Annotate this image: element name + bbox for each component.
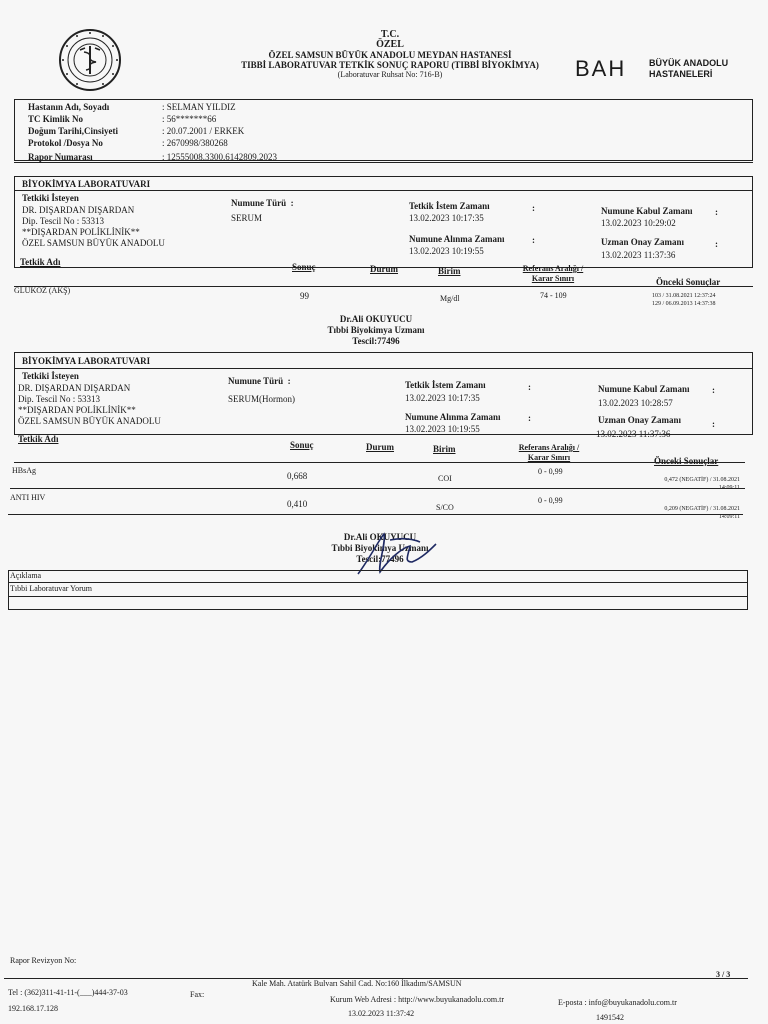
test-reference: 74 - 109 [540,291,567,300]
section2-accept-time-label: Numune Kabul Zamanı [598,384,690,394]
section2-collect-time: 13.02.2023 10:19:55 [405,424,480,434]
notes-box [8,570,748,610]
patient-name: : SELMAN YILDIZ [162,102,236,112]
section2-sample-type: SERUM(Hormon) [228,394,295,404]
birth-date-gender: : 20.07.2001 / ERKEK [162,126,245,136]
section2-sample-type-label: Numune Türü : [228,376,291,386]
col-status: Durum [366,442,395,452]
section1-request-colon: : [532,203,535,213]
section2-requester [18,383,161,427]
section1-sample-type: SERUM [231,213,263,223]
col-test-name: Tetkik Adı [18,434,59,444]
section1-title-divider [14,190,753,191]
test-reference: 0 - 0,99 [538,496,563,505]
notes-divider [8,596,748,597]
lab-comment-label: Tıbbi Laboratuvar Yorum [10,584,92,593]
table1-header-divider [14,286,753,287]
col-status: Durum [370,264,399,274]
requester-line: **DIŞARDAN POLİKLİNİK** [18,405,136,415]
col-unit: Birim [433,444,456,454]
website: Kurum Web Adresi : http://www.buyukanadolu.com.tr [330,995,504,1004]
description-label: Açıklama [10,571,42,580]
email: E-posta : info@buyukanadolu.com.tr [558,998,677,1007]
doctor-reg: Tescil:77496 [352,336,400,346]
section2-collect-time-label: Numune Alınma Zamanı [405,412,501,422]
section2-request-time-label: Tetkik İstem Zamanı [405,380,486,390]
requester-line: ÖZEL SAMSUN BÜYÜK ANADOLU [22,238,165,248]
requester-line: ÖZEL SAMSUN BÜYÜK ANADOLU [18,416,161,426]
test-result: 0,410 [287,499,308,509]
table2-bottom [8,514,743,515]
section1-accept-time: 13.02.2023 10:29:02 [601,218,676,228]
test-name: ANTI HIV [10,493,46,502]
requester-line: **DIŞARDAN POLİKLİNİK** [22,227,140,237]
hospital-name: ÖZEL SAMSUN BÜYÜK ANADOLU MEYDAN HASTANESİ [268,50,512,60]
section2-approve-time-label: Uzman Onay Zamanı [598,415,682,425]
doctor-title: Tıbbi Biyokimya Uzmanı [327,325,425,335]
test-name: HBsAg [12,466,37,475]
document-number: 1491542 [596,1013,624,1022]
patient-labels [28,101,118,163]
col-unit: Birim [438,266,461,276]
test-result: 99 [300,291,309,301]
section1-collect-colon: : [532,235,535,245]
section2-accept-colon: : [712,385,715,395]
license-no: (Laboratuvar Ruhsat No: 716-B) [337,70,443,79]
report-no: : 12555008.3300.6142809.2023 [162,152,278,162]
patient-box [14,99,753,161]
doctor-signature-block [296,314,456,347]
section1-request-time-label: Tetkik İstem Zamanı [409,201,490,211]
revision-no-label: Rapor Revizyon No: [10,956,77,965]
test-name: GLUKOZ (AKŞ) [14,286,71,295]
ministry-seal [58,28,122,92]
header-block [200,30,580,80]
tc-label: TC Kimlik No [28,114,84,124]
phone: Tel : (362)311-41-11-(___)444-37-03 [8,988,128,997]
header-tc: T.C. [380,29,400,40]
protocol-no: : 2670998/380268 [162,138,228,148]
previous-results: 103 / 31.08.2021 12:37:24 129 / 06.09.2013 14:37:38 [652,293,716,307]
doctor-name: Dr.Ali OKUYUCU [343,532,417,542]
doctor-name: Dr.Ali OKUYUCU [339,314,413,324]
section1-requester-label: Tetkiki İsteyen [22,193,79,203]
doctor-reg: Tescil:77496 [356,554,404,564]
section2-requester-label: Tetkiki İsteyen [22,371,79,381]
section1-accept-time-label: Numune Kabul Zamanı [601,206,693,216]
section2-collect-colon: : [528,413,531,423]
previous-results: 0,209 (NEGATİF) / 31.08.2021 14:09:11 [664,506,740,520]
test-reference: 0 - 0,99 [538,467,563,476]
report-title: TIBBİ LABORATUVAR TETKİK SONUÇ RAPORU (TIBBİ BİYOKİMYA) [241,60,539,70]
col-previous: Önceki Sonuçlar [656,277,721,287]
section1-requester [22,205,165,249]
header-ozel: ÖZEL [376,39,404,50]
test-unit: Mg/dl [440,294,460,303]
table2-header-divider [14,462,745,463]
patient-divider [14,162,753,163]
patient-name-label: Hastanın Adı, Soyadı [28,102,110,112]
requester-line: Dip. Tescil No : 53313 [18,394,100,404]
section1-accept-colon: : [715,207,718,217]
print-datetime: 13.02.2023 11:37:42 [348,1009,415,1018]
fax: Fax: [190,990,205,999]
section2-approve-colon: : [712,419,715,429]
col-reference: Referans Aralığı / Karar Sınırı [518,443,580,462]
section1-approve-time: 13.02.2023 11:37:36 [601,250,676,260]
section1-approve-time-label: Uzman Onay Zamanı [601,237,685,247]
section1-collect-time: 13.02.2023 10:19:55 [409,246,484,256]
col-result: Sonuç [292,262,316,272]
patient-values [162,101,277,163]
test-unit: S/CO [436,503,454,512]
section2-request-time: 13.02.2023 10:17:35 [405,393,480,403]
requester-line: Dip. Tescil No : 53313 [22,216,104,226]
page-number: 3 / 3 [716,970,731,979]
section2-approve-time: 13.02.2023 11:37:36 [596,429,671,439]
test-result: 0,668 [287,471,308,481]
address: Kale Mah. Atatürk Bulvarı Sahil Cad. No:160 İlkadım/SAMSUN [252,979,462,988]
section1-sample-type-label: Numune Türü : [231,198,294,208]
birth-label: Doğum Tarihi,Cinsiyeti [28,126,119,136]
hospital-logo [575,54,745,88]
section2-title: BİYOKİMYA LABORATUVARI [22,356,151,366]
logo-line1: BÜYÜK ANADOLU [649,58,729,68]
requester-line: DR. DIŞARDAN DIŞARDAN [22,205,135,215]
logo-line2: HASTANELERİ [649,69,713,79]
notes-divider [8,582,748,583]
section1-approve-colon: : [715,239,718,249]
requester-line: DR. DIŞARDAN DIŞARDAN [18,383,131,393]
section1-collect-time-label: Numune Alınma Zamanı [409,234,505,244]
section2-request-colon: : [528,382,531,392]
previous-results: 0,472 (NEGATİF) / 31.08.2021 14:09:11 [664,477,740,491]
section1-title: BİYOKİMYA LABORATUVARI [22,179,151,189]
col-reference: Referans Aralığı / Karar Sınırı [522,264,584,283]
test-unit: COI [438,474,452,483]
report-no-label: Rapor Numarası [28,152,93,162]
logo-letters: BAH [575,56,627,81]
section2-title-divider [14,368,753,369]
row-divider [10,488,745,489]
ip-address: 192.168.17.128 [8,1004,58,1013]
protocol-label: Protokol /Dosya No [28,138,103,148]
section2-accept-time: 13.02.2023 10:28:57 [598,398,673,408]
tc-no: : 56*******66 [162,114,217,124]
doctor-title: Tıbbi Biyokimya Uzmanı [331,543,429,553]
section1-request-time: 13.02.2023 10:17:35 [409,213,484,223]
col-test-name: Tetkik Adı [20,257,61,267]
col-previous: Önceki Sonuçlar [654,456,719,466]
col-result: Sonuç [290,440,314,450]
